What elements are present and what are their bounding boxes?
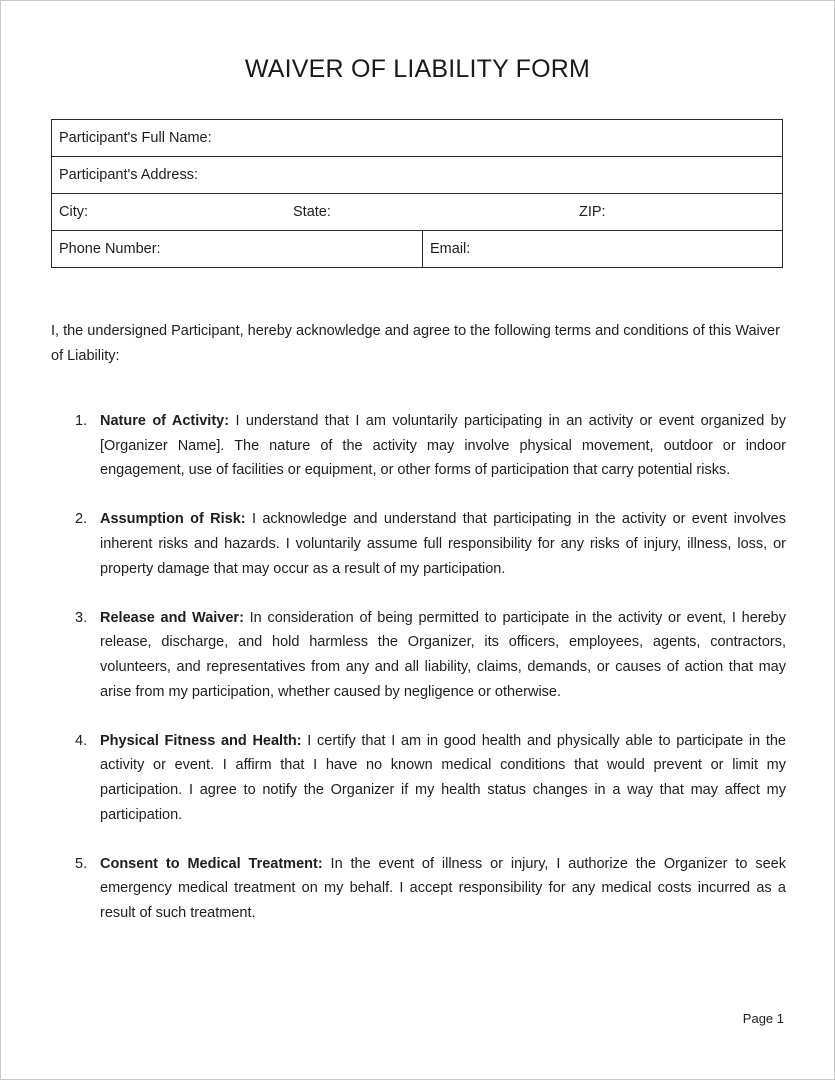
state-label: State: bbox=[293, 204, 331, 220]
address-label: Participant's Address: bbox=[59, 167, 198, 183]
term-text: I acknowledge and understand that participating in the activity or event involves inherent risks and hazards. I voluntarily assume full responsibility for any risks of injury, illness, loss, or property damage that may occur as a result of my participation. bbox=[100, 511, 786, 577]
participant-info-table bbox=[51, 119, 783, 268]
page-number: Page 1 bbox=[742, 1011, 784, 1026]
term-heading: Nature of Activity: bbox=[100, 413, 230, 429]
full-name-field[interactable] bbox=[52, 120, 783, 157]
terms-list bbox=[51, 409, 786, 950]
term-heading: Release and Waiver: bbox=[100, 609, 244, 626]
city-field[interactable] bbox=[59, 204, 293, 220]
city-label: City: bbox=[59, 204, 88, 220]
term-number: 5. bbox=[75, 855, 88, 872]
term-text: In consideration of being permitted to participate in the activity or event, I hereby release, discharge, and hold harmless the Organizer, its officers, employees, agents, contractors, volunteers, and representatives from any and all liability, claims, demands, or causes of action that may arise from my participation, whether caused by negligence or otherwise. bbox=[100, 609, 786, 700]
phone-label: Phone Number: bbox=[59, 241, 161, 257]
term-item bbox=[51, 507, 786, 581]
email-label: Email: bbox=[430, 241, 471, 257]
term-number: 3. bbox=[75, 609, 88, 626]
term-number: 4. bbox=[75, 732, 88, 749]
document-title: WAIVER OF LIABILITY FORM bbox=[244, 55, 591, 83]
term-heading: Consent to Medical Treatment: bbox=[100, 855, 323, 872]
full-name-label: Participant's Full Name: bbox=[59, 130, 212, 146]
term-item bbox=[51, 729, 786, 827]
term-text: I certify that I am in good health and physically able to participate in the activity or event. I affirm that I have no known medical conditions that would prevent or limit my participation. I agree to notify the Organizer if my health status changes in a way that may affect my participation. bbox=[100, 732, 786, 823]
term-item bbox=[51, 606, 786, 704]
phone-field[interactable] bbox=[52, 231, 423, 268]
term-number: 1. bbox=[75, 413, 88, 429]
term-text: In the event of illness or injury, I authorize the Organizer to seek emergency medical treatment on my behalf. I accept responsibility for any medical costs incurred as a result of such treatment. bbox=[100, 855, 786, 921]
term-heading: Assumption of Risk: bbox=[100, 511, 246, 528]
term-number: 2. bbox=[75, 511, 88, 528]
term-item bbox=[51, 852, 786, 926]
intro-paragraph: I, the undersigned Participant, hereby acknowledge and agree to the following terms and conditions of this Waiver of Liability: bbox=[51, 323, 780, 364]
city-state-zip-row bbox=[52, 194, 783, 231]
zip-label: ZIP: bbox=[579, 204, 606, 220]
term-item bbox=[51, 409, 786, 483]
email-field[interactable] bbox=[423, 231, 783, 268]
term-text: I understand that I am voluntarily participating in an activity or event organized by [Organizer Name]. The nature of the activity may involve physical movement, outdoor or indoor engagement, use of facilities or equipment, or other forms of participation that carry potential risks. bbox=[100, 413, 786, 479]
state-field[interactable] bbox=[293, 204, 579, 220]
term-heading: Physical Fitness and Health: bbox=[100, 732, 302, 749]
address-field[interactable] bbox=[52, 157, 783, 194]
zip-field[interactable] bbox=[579, 204, 606, 220]
